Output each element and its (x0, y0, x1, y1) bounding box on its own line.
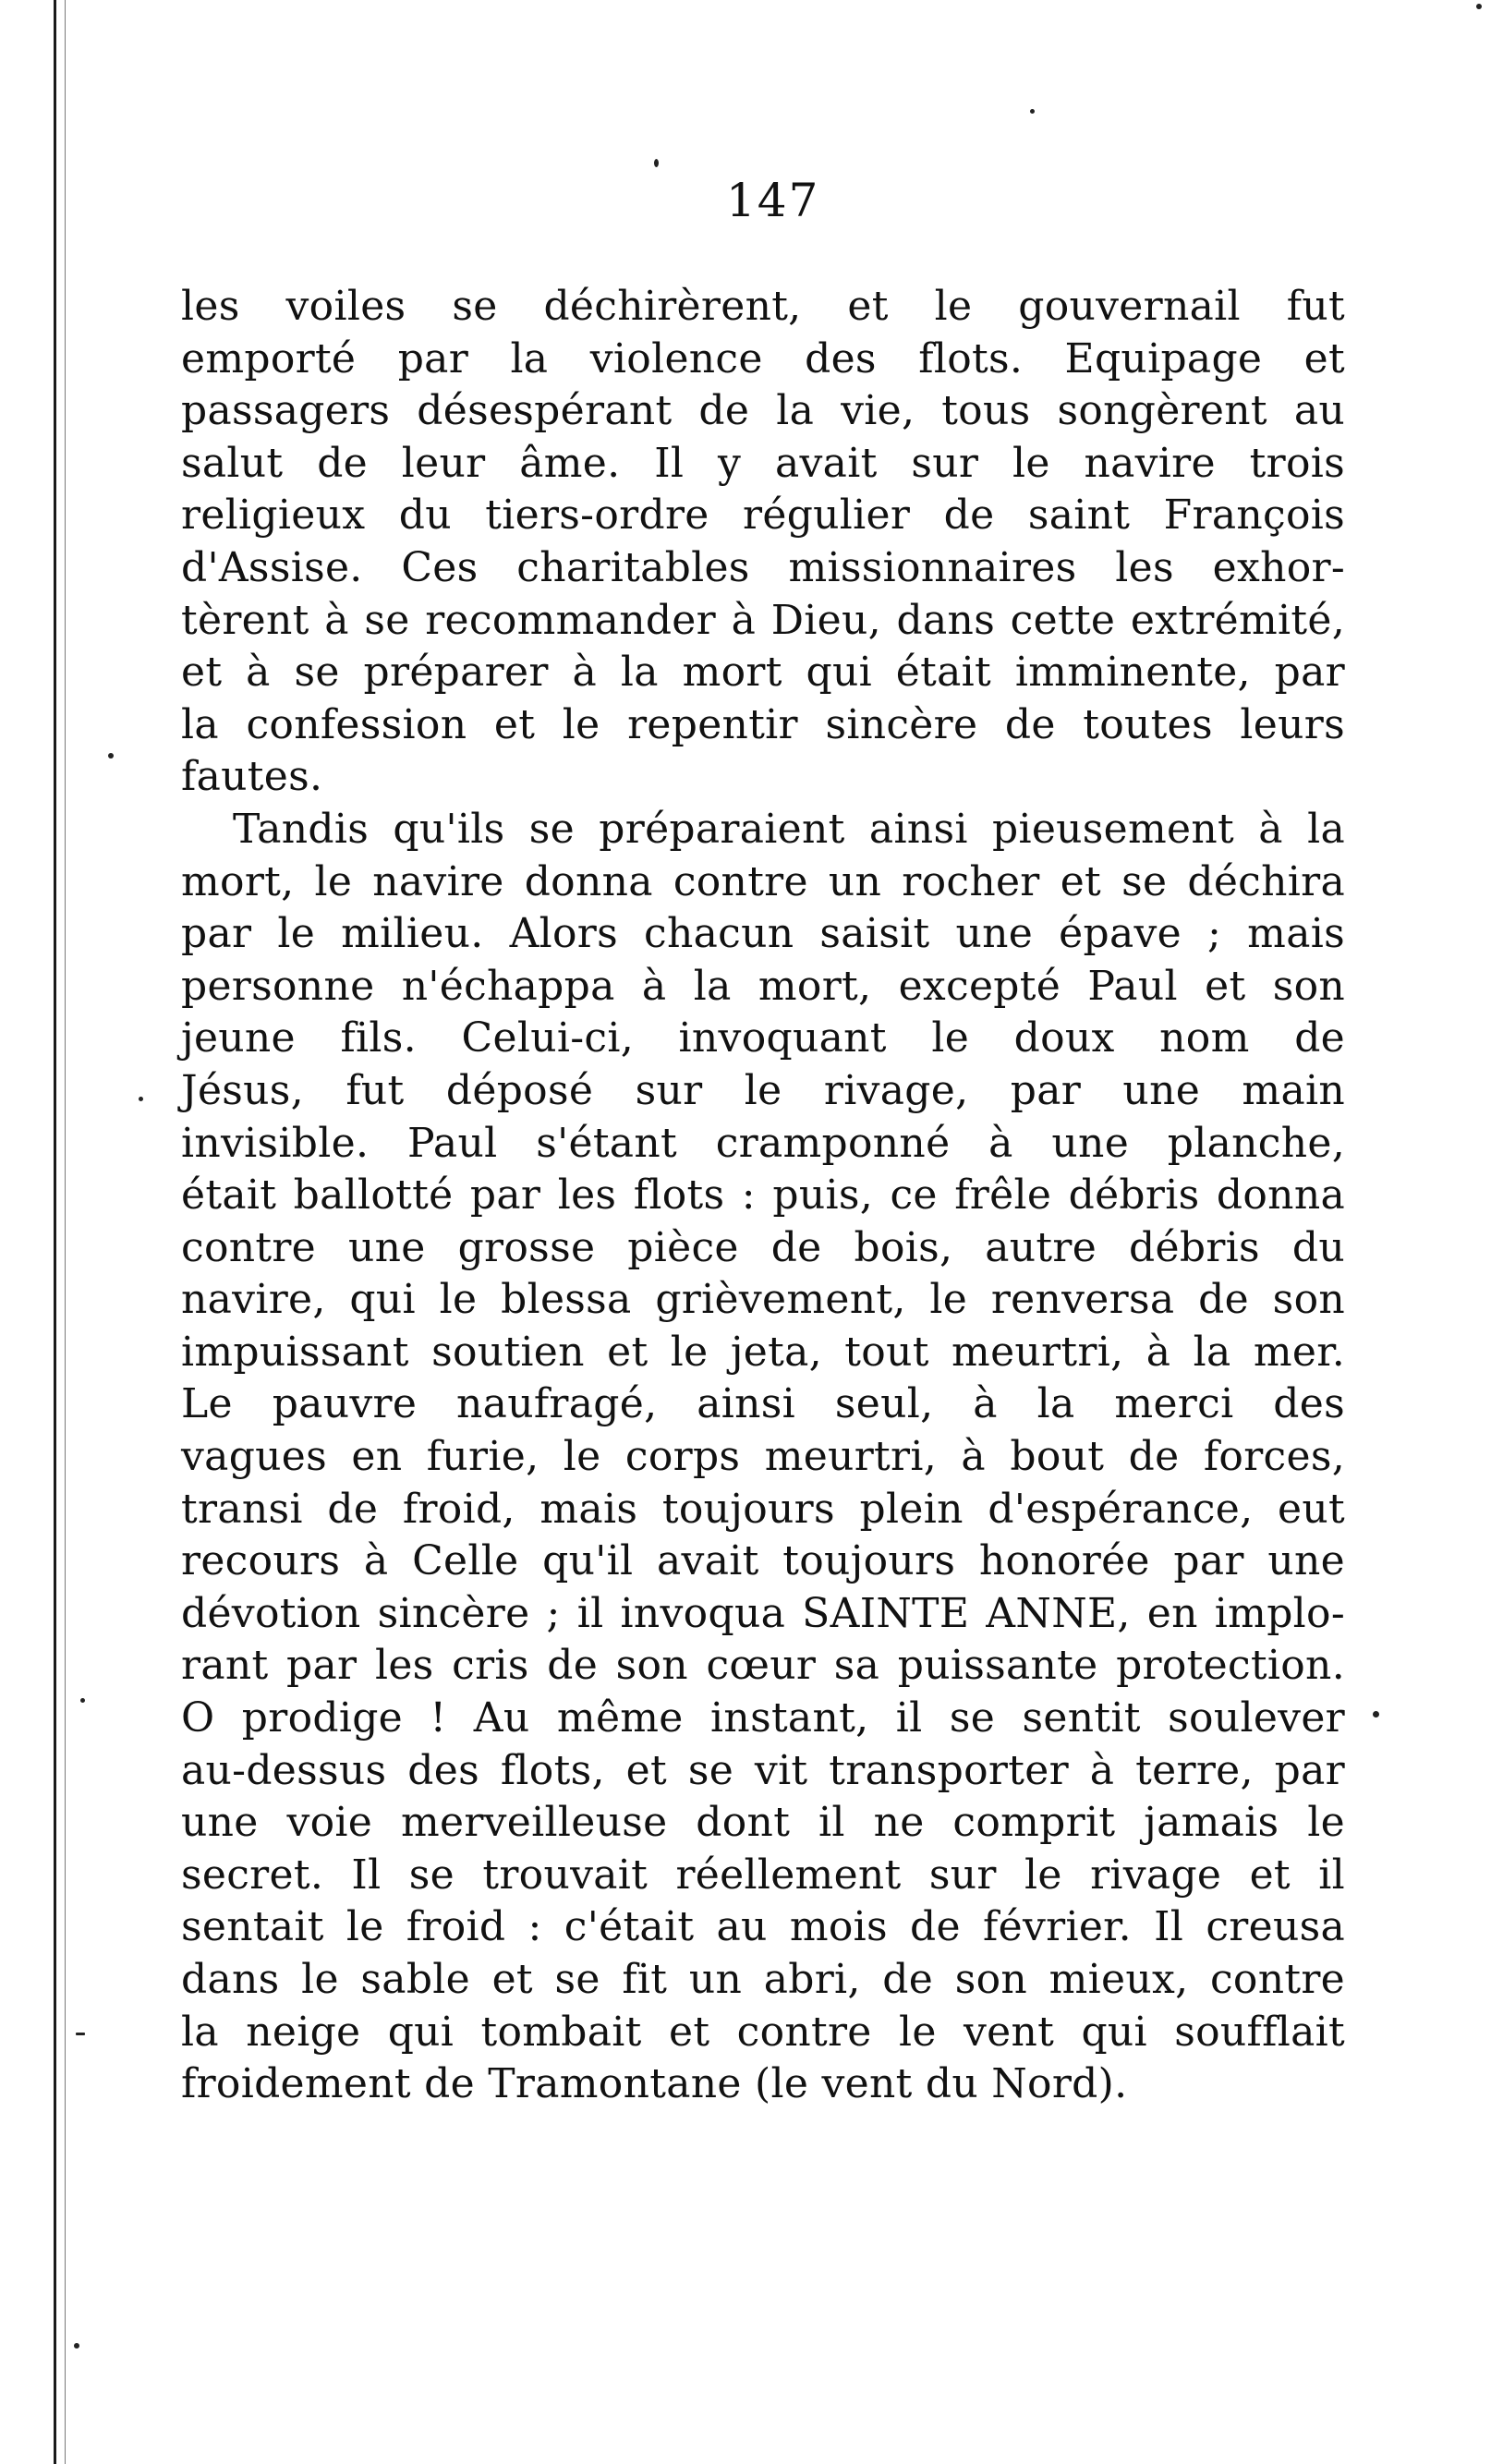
text-line: Tandis qu'ils se préparaient ainsi pieusement à la (233, 805, 1345, 853)
text-line: navire, qui le blessa grièvement, le renversa de son (181, 1276, 1345, 1324)
text-line: tèrent à se recommander à Dieu, dans cette extrémité, (181, 596, 1345, 644)
text-line: froidement de Tramontane (le vent du Nord). (181, 2060, 1128, 2108)
text-line: secret. Il se trouvait réellement sur le rivage et il (181, 1851, 1345, 1899)
text-line: O prodige ! Au même instant, il se sentit soulever (181, 1694, 1345, 1742)
scan-speck (108, 753, 114, 759)
text-line: impuissant soutien et le jeta, tout meurtri, à la mer. (181, 1328, 1345, 1376)
text-line: la neige qui tombait et contre le vent qui soufflait (181, 2008, 1345, 2056)
text-line: la confession et le repentir sincère de toutes leurs (181, 700, 1345, 748)
text-line: recours à Celle qu'il avait toujours honorée par une (181, 1537, 1345, 1585)
text-line: mort, le navire donna contre un rocher et se déchira (181, 857, 1345, 905)
text-line: rant par les cris de son cœur sa puissante protection. (181, 1642, 1345, 1690)
text-line: d'Assise. Ces charitables missionnaires les exhor- (181, 543, 1345, 591)
text-line: dans le sable et se fit un abri, de son mieux, contre (181, 1956, 1345, 2003)
scan-speck (654, 159, 659, 167)
page-binding-edge (54, 0, 56, 2464)
text-line: transi de froid, mais toujours plein d'espérance, eut (181, 1485, 1345, 1533)
text-line: par le milieu. Alors chacun saisit une épave ; mais (181, 910, 1345, 958)
scan-speck (76, 2033, 85, 2035)
text-line: jeune fils. Celui-ci, invoquant le doux nom de (181, 1014, 1345, 1062)
text-line: sentait le froid : c'était au mois de février. Il creusa (181, 1903, 1345, 1951)
text-line: au-dessus des flots, et se vit transporter à terre, par (181, 1746, 1345, 1794)
text-line: Jésus, fut déposé sur le rivage, par une main (181, 1066, 1345, 1114)
text-line: était ballotté par les flots : puis, ce frêle débris donna (181, 1171, 1345, 1220)
text-line: vagues en furie, le corps meurtri, à bout de forces, (181, 1433, 1345, 1481)
scan-speck (80, 1698, 85, 1703)
text-line: personne n'échappa à la mort, excepté Paul et son (181, 962, 1345, 1010)
scan-speck (1476, 4, 1482, 9)
text-line: et à se préparer à la mort qui était imminente, par (181, 649, 1345, 697)
text-line: les voiles se déchirèrent, et le gouvernail fut (181, 283, 1345, 330)
page-binding-shadow (65, 0, 66, 2464)
text-line: contre une grosse pièce de bois, autre débris du (181, 1223, 1345, 1271)
text-line: passagers désespérant de la vie, tous songèrent au (181, 387, 1345, 435)
text-line: emporté par la violence des flots. Equipage et (181, 334, 1345, 382)
page-number: 147 (726, 174, 820, 227)
text-line: fautes. (181, 753, 323, 801)
scan-speck (139, 1097, 143, 1101)
body-text (181, 281, 1345, 2111)
scan-speck (74, 2343, 79, 2349)
text-line: religieux du tiers-ordre régulier de saint François (181, 492, 1345, 540)
text-line: dévotion sincère ; il invoqua SAINTE ANNE, en implo- (181, 1589, 1345, 1637)
text-line: invisible. Paul s'étant cramponné à une planche, (181, 1119, 1345, 1167)
scan-speck (1373, 1711, 1379, 1718)
scan-speck (1030, 109, 1035, 114)
text-line: Le pauvre naufragé, ainsi seul, à la merci des (181, 1380, 1345, 1428)
text-line: une voie merveilleuse dont il ne comprit jamais le (181, 1799, 1345, 1847)
text-line: salut de leur âme. Il y avait sur le navire trois (181, 439, 1345, 487)
